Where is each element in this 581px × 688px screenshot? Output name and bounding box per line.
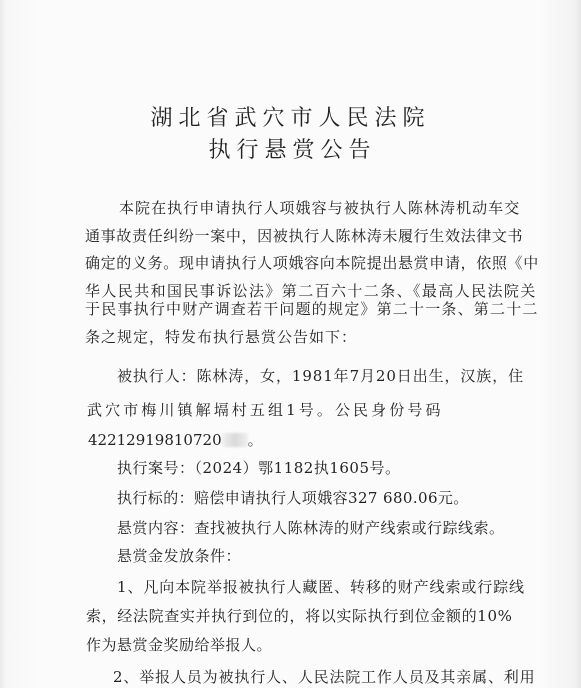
paragraph-line: 1、凡向本院举报被执行人藏匿、转移的财产线索或行踪线 [117, 578, 525, 596]
paragraph-line: 通事故责任纠纷一案中，因被执行人陈林涛未履行生效法律文书 [85, 227, 524, 245]
case-number-line: 执行案号：（2024）鄂1182执1605号。 [117, 459, 401, 477]
court-title: 湖北省武穴市人民法院 [150, 106, 431, 131]
id-number: 42212919810720 [88, 431, 222, 449]
paragraph-line: 作为悬赏金奖励给举报人。 [86, 636, 273, 654]
paragraph-line: 确定的义务。现申请执行人项娥容向本院提出悬赏申请，依照《中 [85, 254, 539, 272]
enforcement-target-line: 执行标的：赔偿申请执行人项娥容327 680.06元。 [117, 489, 469, 507]
paragraph-line: 条之规定，特发布执行悬赏公告如下： [85, 328, 358, 346]
reward-content-line: 悬赏内容：查找被执行人陈林涛的财产线索或行踪线索。 [117, 519, 505, 537]
id-number-line [88, 431, 263, 449]
paragraph-line: 华人民共和国民事诉讼法》第二百六十二条、《最高人民法院关 [85, 282, 537, 300]
paragraph-line: 于民事执行中财产调查若干问题的规定》第二十一条、第二十二 [85, 300, 539, 318]
paragraph-line: 被执行人：陈林涛，女，1981年7月20日出生，汉族，住 [117, 367, 525, 385]
id-number-end: 。 [247, 431, 263, 449]
paragraph-line: 索，经法院查实并执行到位的，将以实际执行到位金额的10% [86, 607, 513, 625]
paragraph-line: 本院在执行申请执行人项娥容与被执行人陈林涛机动车交 [119, 199, 521, 217]
paragraph-line: 2、举报人员为被执行人、人民法院工作人员及其亲属、利用 [113, 668, 536, 686]
notice-title: 执行悬赏公告 [208, 138, 377, 163]
redacted-digits [222, 433, 248, 447]
reward-conditions-heading: 悬赏金发放条件： [117, 547, 242, 565]
paragraph-line: 武穴市梅川镇解塥村五组1号。公民身份号码 [87, 401, 444, 419]
